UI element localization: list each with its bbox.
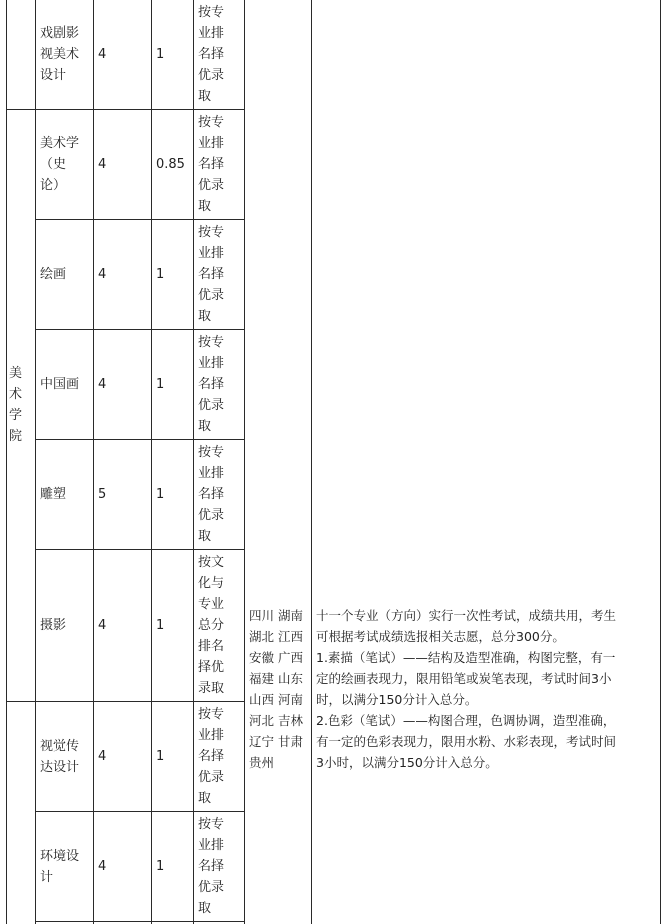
major-name: 视觉传 达设计 [40, 738, 80, 775]
study-years: 4 [98, 377, 107, 392]
major-name: 雕塑 [40, 487, 67, 502]
study-years: 4 [98, 267, 107, 282]
table-border [193, 0, 194, 924]
major-name: 摄影 [40, 618, 67, 633]
major-name: 中国画 [40, 377, 80, 392]
study-years: 5 [98, 487, 107, 502]
study-years: 4 [98, 859, 107, 874]
major-name: 环境设 计 [40, 848, 80, 885]
score-coefficient: 1 [156, 267, 165, 282]
table-border [151, 0, 152, 924]
admission-rule: 按专 业排 名择 优录 取 [198, 115, 225, 214]
admission-rule: 按专 业排 名择 优录 取 [198, 335, 225, 434]
major-name: 美术学 （史 论） [40, 136, 80, 193]
table-border [311, 0, 312, 924]
table-border [660, 0, 661, 924]
college-name: 美 术 学 院 [9, 366, 23, 444]
table-border [6, 0, 7, 924]
major-name: 绘画 [40, 267, 67, 282]
admission-rule: 按专 业排 名择 优录 取 [198, 707, 225, 806]
study-years: 4 [98, 618, 107, 633]
row-divider [35, 921, 244, 922]
score-coefficient: 1 [156, 487, 165, 502]
table-border [244, 0, 245, 924]
score-coefficient: 1 [156, 377, 165, 392]
major-name: 戏剧影 视美术 设计 [40, 26, 80, 83]
score-coefficient: 0.85 [156, 157, 185, 172]
score-coefficient: 1 [156, 47, 165, 62]
admission-rule: 按专 业排 名择 优录 取 [198, 817, 225, 916]
enrollment-provinces: 四川 湖南 湖北 江西 安徽 广西 福建 山东 山西 河南 河北 吉林 辽宁 甘肃 贵州 [249, 608, 303, 770]
study-years: 4 [98, 749, 107, 764]
exam-description: 十一个专业（方向）实行一次性考试，成绩共用，考生 可根据考试成绩选报相关志愿，总分300分。 1.素描（笔试）——结构及造型准确，构图完整，有一 定的绘画表现力，限用铅笔或炭笔表现，考试时间3小 时，以满分150分计入总分。 2.色彩（笔试）——构图合理，色调协调，造型准确， 有一定的色彩表现力，限用水粉、水彩表现，考试时间 3小时，以满分150分计入总分。 [316, 608, 617, 770]
score-coefficient: 1 [156, 618, 165, 633]
admission-rule: 按文 化与 专业 总分 排名 择优 录取 [198, 555, 225, 696]
study-years: 4 [98, 47, 107, 62]
study-years: 4 [98, 157, 107, 172]
score-coefficient: 1 [156, 749, 165, 764]
table-border [93, 0, 94, 924]
admission-rule: 按专 业排 名择 优录 取 [198, 445, 225, 544]
admission-rule: 按专 业排 名择 优录 取 [198, 5, 225, 104]
table-border [35, 0, 36, 924]
score-coefficient: 1 [156, 859, 165, 874]
admission-rule: 按专 业排 名择 优录 取 [198, 225, 225, 324]
